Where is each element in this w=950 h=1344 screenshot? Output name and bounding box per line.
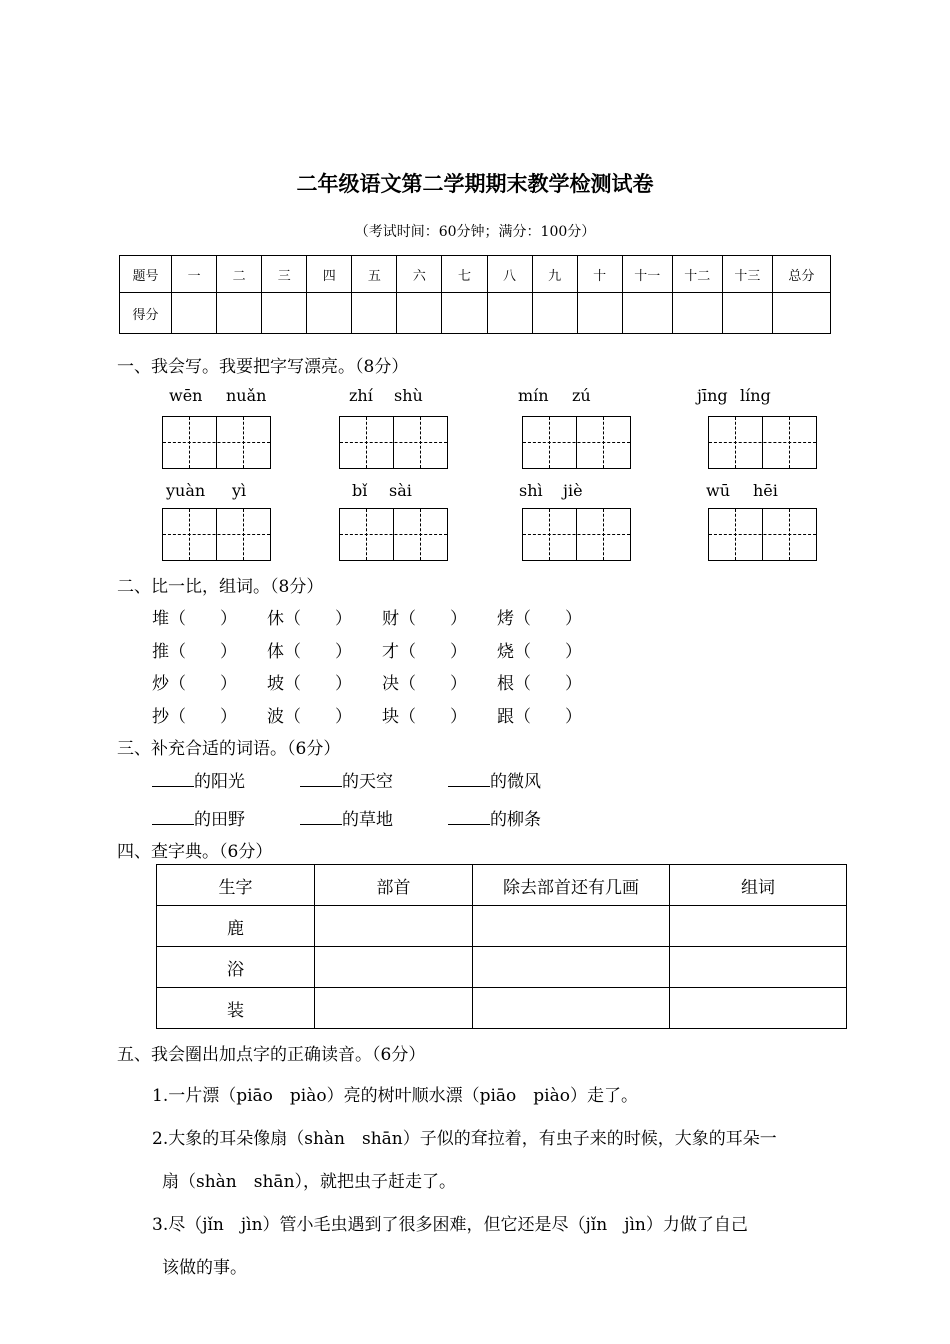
compare-item: 烤（ ）: [497, 609, 582, 629]
fill-blank-item[interactable]: 的柳条: [448, 805, 541, 830]
dict-char: 鹿: [157, 906, 315, 947]
score-cell[interactable]: [262, 293, 307, 334]
score-header-cell: 三: [262, 256, 307, 293]
question-line: 3.尽（jǐn jìn）管小毛虫遇到了很多困难，但它还是尽（jǐn jìn）力做了自己: [152, 1215, 748, 1235]
pinyin: yuàn: [166, 481, 206, 500]
score-header-cell: 一: [172, 256, 217, 293]
fill-blank-item[interactable]: 的微风: [448, 767, 541, 792]
dict-answer-cell[interactable]: [670, 988, 847, 1029]
section3-heading: 三、补充合适的词语。（6分）: [117, 739, 341, 759]
score-cell[interactable]: [487, 293, 532, 334]
fill-blank-item[interactable]: 的田野: [152, 805, 245, 830]
compare-item: 推（ ）: [152, 642, 237, 662]
score-header-cell: 四: [307, 256, 352, 293]
compare-item: 财（ ）: [382, 609, 467, 629]
dict-answer-cell[interactable]: [670, 947, 847, 988]
score-header-cell: 五: [352, 256, 397, 293]
compare-item: 休（ ）: [267, 609, 352, 629]
dict-header: 生字: [157, 865, 315, 906]
score-cell[interactable]: [577, 293, 622, 334]
pinyin: shù: [394, 386, 423, 405]
score-cell[interactable]: [307, 293, 352, 334]
dictionary-table: [156, 864, 847, 1029]
pinyin: shì: [519, 481, 543, 500]
compare-item: 坡（ ）: [267, 674, 352, 694]
pinyin: bǐ: [352, 481, 368, 500]
compare-item: 才（ ）: [382, 642, 467, 662]
score-header-cell: 总分: [772, 256, 830, 293]
pinyin: hēi: [753, 481, 778, 500]
score-cell[interactable]: [622, 293, 672, 334]
score-cell[interactable]: [442, 293, 487, 334]
dict-header: 部首: [315, 865, 473, 906]
fill-blank-item[interactable]: 的阳光: [152, 767, 245, 792]
compare-item: 堆（ ）: [152, 609, 237, 629]
question-line: 扇（shàn shān），就把虫子赶走了。: [162, 1172, 457, 1192]
writing-grid[interactable]: [522, 508, 631, 561]
dict-answer-cell[interactable]: [473, 906, 670, 947]
pinyin: wū: [706, 481, 730, 500]
dict-char: 浴: [157, 947, 315, 988]
dict-answer-cell[interactable]: [670, 906, 847, 947]
pinyin: wēn: [169, 386, 203, 405]
dict-answer-cell[interactable]: [473, 947, 670, 988]
pinyin: yì: [232, 481, 247, 500]
writing-grid[interactable]: [162, 416, 271, 469]
compare-item: 炒（ ）: [152, 674, 237, 694]
score-cell[interactable]: [352, 293, 397, 334]
compare-item: 抄（ ）: [152, 707, 237, 727]
pinyin: líng: [740, 386, 771, 405]
score-header-cell: 八: [487, 256, 532, 293]
score-cell[interactable]: [217, 293, 262, 334]
score-cell[interactable]: [772, 293, 830, 334]
question-line: 该做的事。: [162, 1258, 247, 1278]
writing-grid[interactable]: [162, 508, 271, 561]
fill-blank-item[interactable]: 的草地: [300, 805, 393, 830]
pinyin: jīng: [697, 386, 728, 405]
score-cell[interactable]: [397, 293, 442, 334]
writing-grid[interactable]: [522, 416, 631, 469]
score-header-cell: 六: [397, 256, 442, 293]
writing-grid[interactable]: [339, 416, 448, 469]
writing-grid[interactable]: [708, 416, 817, 469]
score-header-cell: 题号: [120, 256, 172, 293]
score-table: [119, 255, 831, 334]
compare-item: 根（ ）: [497, 674, 582, 694]
pinyin: sài: [389, 481, 412, 500]
exam-info: （考试时间：60分钟；满分：100分）: [354, 224, 596, 240]
writing-grid[interactable]: [708, 508, 817, 561]
dict-header: 组词: [670, 865, 847, 906]
section2-heading: 二、比一比，组词。（8分）: [117, 577, 324, 597]
score-header-cell: 二: [217, 256, 262, 293]
score-header-cell: 十二: [672, 256, 722, 293]
dict-answer-cell[interactable]: [473, 988, 670, 1029]
dict-answer-cell[interactable]: [315, 988, 473, 1029]
score-header-cell: 十三: [722, 256, 772, 293]
compare-item: 波（ ）: [267, 707, 352, 727]
compare-item: 体（ ）: [267, 642, 352, 662]
question-line: 1.一片漂（piāo piào）亮的树叶顺水漂（piāo piào）走了。: [152, 1086, 638, 1106]
pinyin: jiè: [563, 481, 583, 500]
dict-char: 装: [157, 988, 315, 1029]
pinyin: zú: [572, 386, 591, 405]
compare-item: 烧（ ）: [497, 642, 582, 662]
pinyin: nuǎn: [226, 386, 267, 405]
score-row-label: 得分: [120, 293, 172, 334]
score-header-cell: 十一: [622, 256, 672, 293]
fill-blank-item[interactable]: 的天空: [300, 767, 393, 792]
score-header-cell: 十: [577, 256, 622, 293]
compare-item: 跟（ ）: [497, 707, 582, 727]
score-cell[interactable]: [532, 293, 577, 334]
writing-grid[interactable]: [339, 508, 448, 561]
section4-heading: 四、查字典。（6分）: [117, 842, 273, 862]
dict-answer-cell[interactable]: [315, 906, 473, 947]
score-cell[interactable]: [172, 293, 217, 334]
score-header-cell: 九: [532, 256, 577, 293]
compare-item: 块（ ）: [382, 707, 467, 727]
question-line: 2.大象的耳朵像扇（shàn shān）子似的耷拉着，有虫子来的时候，大象的耳朵一: [152, 1129, 777, 1149]
score-cell[interactable]: [672, 293, 722, 334]
page-title: 二年级语文第二学期期末教学检测试卷: [296, 171, 654, 196]
dict-header: 除去部首还有几画: [473, 865, 670, 906]
compare-item: 决（ ）: [382, 674, 467, 694]
pinyin: zhí: [349, 386, 373, 405]
section5-heading: 五、我会圈出加点字的正确读音。（6分）: [117, 1045, 426, 1065]
dict-answer-cell[interactable]: [315, 947, 473, 988]
section1-heading: 一、我会写。我要把字写漂亮。（8分）: [117, 357, 409, 377]
score-header-cell: 七: [442, 256, 487, 293]
pinyin: mín: [518, 386, 549, 405]
score-cell[interactable]: [722, 293, 772, 334]
